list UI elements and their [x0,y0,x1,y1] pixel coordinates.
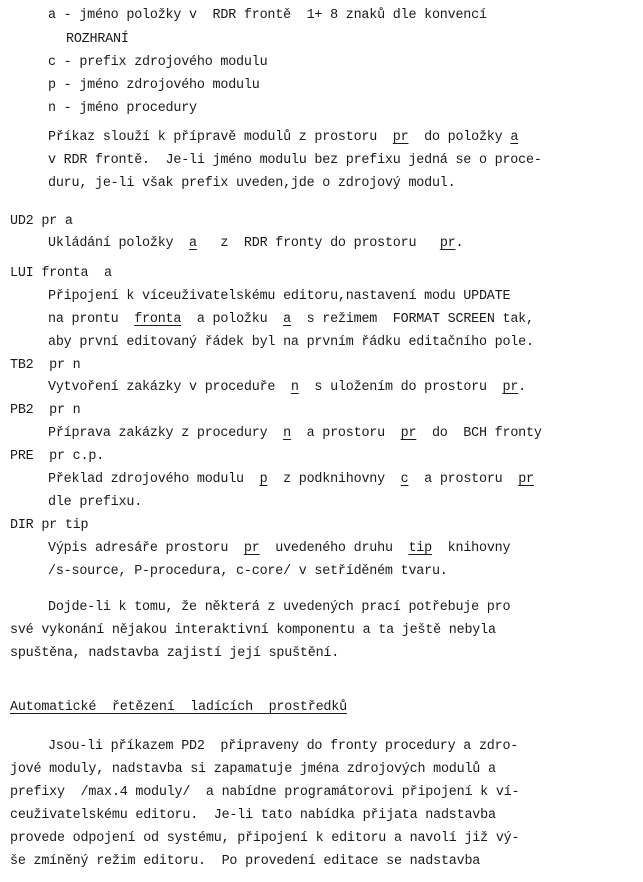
paragraph-2-line-5: provede odpojení od systému, připojení k editoru a navolí již vý- [10,831,520,846]
paragraph-2-line-3: prefixy /max.4 moduly/ a nabídne programátorovi připojení k ví- [10,785,520,800]
command-lui-heading: LUI fronta a [10,266,112,281]
command-tb2-heading: TB2 pr n [10,358,81,373]
command-lui-line-3: aby první editovaný řádek byl na prvním řádku editačního pole. [48,335,534,350]
paragraph-1-line-2: své vykonání nějakou interaktivní komponentu a ta ještě nebyla [10,623,496,638]
paragraph-2-line-2: jové moduly, nadstavba si zapamatuje jména zdrojových modulů a [10,762,496,777]
param-a-continued: ROZHRANÍ [66,32,129,47]
command-lui-line-1: Připojení k víceuživatelskému editoru,nastavení modu UPDATE [48,289,511,304]
command-pb2-description: Příprava zakázky z procedury n a prostoru pr do BCH fronty [48,426,542,441]
param-n: n - jméno procedury [48,101,197,116]
paragraph-1-line-3: spuštěna, nadstavba zajistí její spuštění. [10,646,340,661]
command-pre-line-1: Překlad zdrojového modulu p z podknihovny c a prostoru pr [48,472,534,487]
command-tb2-description: Vytvoření zakázky v proceduře n s uložením do prostoru pr. [48,380,527,395]
command-ud2-description: Ukládání položky a z RDR fronty do prostoru pr. [48,236,464,251]
command-dir-line-1: Výpis adresáře prostoru pr uvedeného druhu tip knihovny [48,541,511,556]
command-dir-heading: DIR pr tip [10,518,89,533]
paragraph-2-line-1: Jsou-li příkazem PD2 připraveny do fronty procedury a zdro- [48,739,519,754]
intro-line-2: v RDR frontě. Je-li jméno modulu bez prefixu jedná se o proce- [48,153,542,168]
command-lui-line-2: na prontu fronta a položku a s režimem FORMAT SCREEN tak, [48,312,534,327]
paragraph-1-line-1: Dojde-li k tomu, že některá z uvedených prací potřebuje pro [48,600,511,615]
command-ud2-heading: UD2 pr a [10,214,73,229]
param-p: p - jméno zdrojového modulu [48,78,260,93]
command-pre-line-2: dle prefixu. [48,495,143,510]
paragraph-2-line-4: ceuživatelskému editoru. Je-li tato nabídka přijata nadstavba [10,808,496,823]
param-a: a - jméno položky v RDR frontě 1+ 8 znaků dle konvencí [48,8,487,23]
paragraph-2-line-6: še zmíněný režim editoru. Po provedení editace se nadstavba [10,854,481,869]
command-pre-heading: PRE pr c.p. [10,449,105,464]
param-c: c - prefix zdrojového modulu [48,55,268,70]
section-heading: Automatické řetězení ladících prostředků [10,700,347,715]
intro-line-1: Příkaz slouží k přípravě modulů z prostoru pr do položky a [48,130,519,145]
command-dir-line-2: /s-source, P-procedura, c-core/ v setříděném tvaru. [48,564,448,579]
intro-line-3: duru, je-li však prefix uveden,jde o zdrojový modul. [48,176,456,191]
command-pb2-heading: PB2 pr n [10,403,81,418]
